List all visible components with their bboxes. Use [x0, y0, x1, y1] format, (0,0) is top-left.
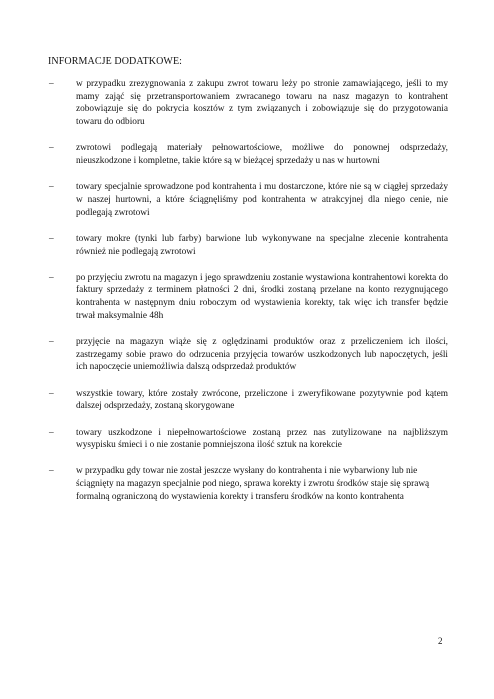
- list-item: [48, 142, 448, 167]
- bullet-dash: –: [49, 466, 54, 477]
- list-item: [48, 181, 448, 219]
- list-item-text: wszystkie towary, które zostały zwrócone, przeliczone i zweryfikowane pozytywnie pod kątem dalszej odsprzedaży, zostaną skorygowane: [76, 388, 448, 412]
- bullet-dash: –: [49, 143, 54, 154]
- list-item-text: towary uszkodzone i niepełnowartościowe zostaną przez nas zutylizowane na najbliższym wysypisku śmieci i o nie zostanie pomniejszona ilość sztuk na korekcie: [76, 427, 448, 451]
- list-item-text: towary mokre (tynki lub farby) barwione lub wykonywane na specjalne zlecenie kontrahenta również nie podlegają zwrotowi: [76, 233, 448, 257]
- bullet-dash: –: [49, 233, 54, 244]
- page-number: 2: [438, 636, 443, 646]
- list-item-text: towary specjalnie sprowadzone pod kontrahenta i mu dostarczone, które nie są w ciągłej sprzedaży w naszej hurtowni, a które ściągnęliśmy pod kontrahenta w atrakcyjnej dla niego cenie, nie podlegają zwrotowi: [76, 182, 448, 218]
- bullet-dash: –: [49, 79, 54, 89]
- bullet-dash: –: [49, 182, 54, 193]
- list-item-text: zwrotowi podlegają materiały pełnowartościowe, możliwe do ponownej odsprzedaży, nieuszkodzone i kompletne, takie które są w bieżącej sprzedaży u nas w hurtowni: [76, 143, 448, 167]
- list-item: [48, 427, 448, 452]
- list-item-text: po przyjęciu zwrotu na magazyn i jego sprawdzeniu zostanie wystawiona kontrahentowi korekta do faktury sprzedaży z terminem płatności 2 dni, środki zostaną przelane na konto rezygnującego kontrahenta w następnym dniu roboczym od wystawienia korekty, tak więc ich transfer będzie trwał maksymalnie 48h: [76, 272, 448, 321]
- bullet-dash: –: [49, 427, 54, 438]
- list-item: [48, 388, 448, 413]
- terms-list: [48, 78, 448, 517]
- list-item: [48, 272, 448, 323]
- bullet-dash: –: [49, 337, 54, 348]
- bullet-dash: –: [49, 272, 54, 283]
- section-heading: INFORMACJE DODATKOWE:: [48, 56, 183, 67]
- list-item: [48, 336, 448, 374]
- list-item: [48, 233, 448, 258]
- list-item-text: w przypadku gdy towar nie został jeszcze wysłany do kontrahenta i nie wybarwiony lub nie ściągnięty na magazyn specjalnie pod niego, sprawa korekty i zwrotu środków staje się sprawą formalną ograniczoną do wystawienia korekty i transferu środków na konto kontrahenta: [76, 466, 430, 502]
- list-item: [48, 465, 448, 503]
- list-item-text: przyjęcie na magazyn wiąże się z oględzinami produktów oraz z przeliczeniem ich ilości, zastrzegamy sobie prawo do odrzucenia przyjęcia towarów uszkodzonych lub napoczętych, jeśli ich napoczęcie uniemożliwia dalszą odsprzedaż produktów: [76, 337, 448, 373]
- list-item-text: w przypadku zrezygnowania z zakupu zwrot towaru leży po stronie zamawiającego, jeśli to my mamy zająć się przetransportowaniem zwracanego towaru na nasz magazyn to kontrahent zobowiązuje się do pokrycia kosztów z tym związanych i zobowiązuje się do przygotowania towaru do odbioru: [76, 79, 448, 128]
- bullet-dash: –: [49, 388, 54, 399]
- list-item: [48, 78, 448, 129]
